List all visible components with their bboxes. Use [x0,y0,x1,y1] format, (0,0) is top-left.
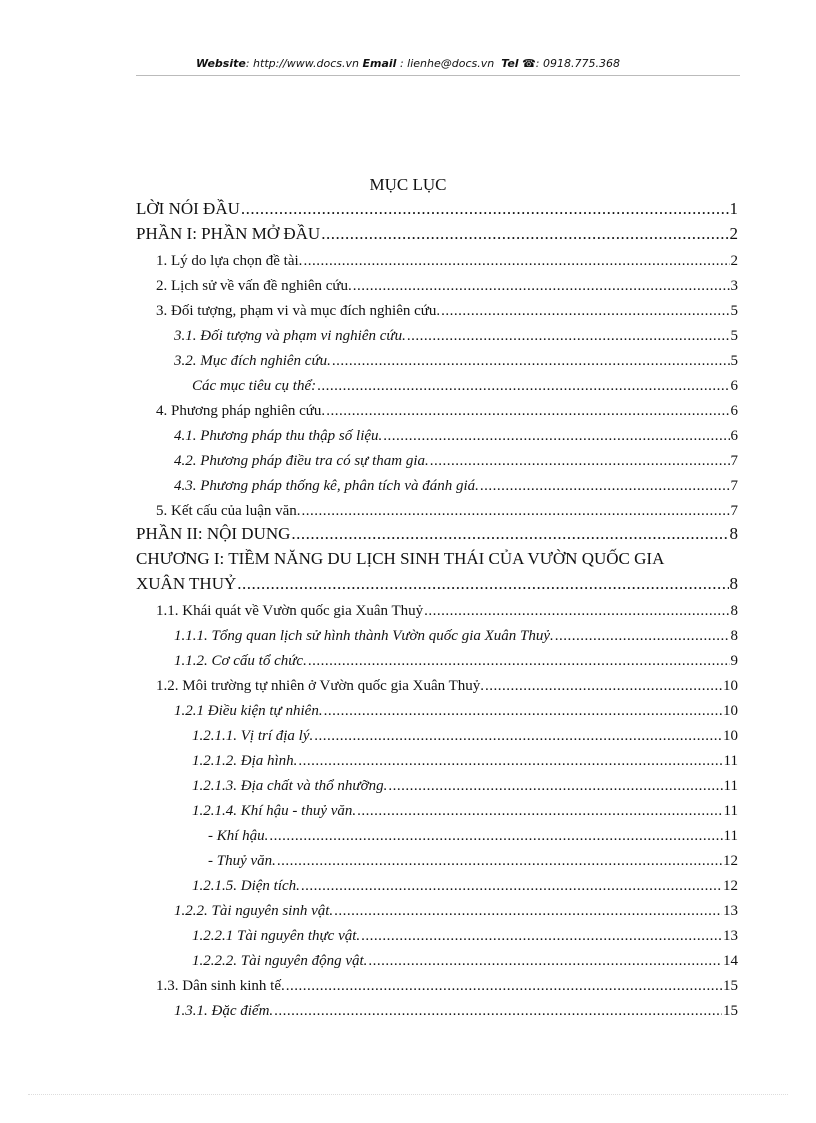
toc-entry-page: 10 [723,677,738,694]
email-value: : lienhe@docs.vn [396,57,495,70]
toc-entry-text: 1.3.1. Đặc điểm. [174,1002,274,1019]
toc-entry-text: 4. Phương pháp nghiên cứu. [156,402,326,419]
toc-entry-page: 8 [730,602,738,619]
toc-entry [156,395,738,419]
toc-entry-page: 8 [729,574,738,594]
toc-entry-page: 7 [730,502,738,519]
toc-entry-page: 11 [723,752,738,769]
website-label: Website [196,57,246,70]
toc-entry-text: Các mục tiêu cụ thể: [192,377,317,394]
toc-entry-text: 1.2.2. Tài nguyên sinh vật. [174,902,334,919]
toc-entry-page: 13 [723,902,738,919]
header-divider [136,75,740,76]
toc-entry-text: 1.2.2.2. Tài nguyên động vật. [192,952,368,969]
toc-entry [156,245,738,269]
toc-entry-text: 1.1.1. Tổng quan lịch sử hình thành Vườn quốc gia Xuân Thuỷ. [174,627,554,644]
toc-entry-page: 3 [730,277,738,294]
toc-entry [174,320,738,344]
toc-entry-text: CHƯƠNG I: TIỀM NĂNG DU LỊCH SINH THÁI CỦA VƯỜN QUỐC GIA [136,549,665,569]
phone-icon: ☎ [522,57,536,70]
toc-entry [136,570,738,594]
toc-entry [192,795,738,819]
toc-entry [192,870,738,894]
toc-entry-page: 13 [723,927,738,944]
toc-entry-page: 11 [723,777,738,794]
toc-entry-text: LỜI NÓI ĐẦU [136,199,240,219]
toc-entry [174,445,738,469]
toc-entry [136,195,738,219]
toc-entry-page: 10 [723,727,738,744]
website-value: : http://www.docs.vn [245,57,360,70]
toc-entry [174,695,738,719]
toc-entry-page: 2 [729,224,738,244]
toc-entry [174,620,738,644]
toc-entry-text: 3. Đối tượng, phạm vi và mục đích nghiên cứu. [156,302,441,319]
toc-entry-page: 12 [723,877,738,894]
toc-entry-text: 1.2.1.3. Địa chất và thổ nhưỡng. [192,777,388,794]
toc-entry [174,895,738,919]
toc-entry-page: 9 [730,652,738,669]
toc-entry-page: 8 [729,524,738,544]
toc-entry-text: 1. Lý do lựa chọn đề tài. [156,252,303,269]
toc-entry-text: 4.3. Phương pháp thống kê, phân tích và đánh giá. [174,477,479,494]
toc-entry-page: 10 [723,702,738,719]
toc-entry [156,670,738,694]
toc-entry-page: 12 [723,852,738,869]
toc-entry-text: 4.1. Phương pháp thu thập số liệu. [174,427,383,444]
toc-entry [208,820,738,844]
toc-entry [208,845,738,869]
tel-label: Tel [501,57,519,70]
toc-entry [192,370,738,394]
toc-entry-page: 5 [730,302,738,319]
toc-entry [192,770,738,794]
toc-entry-text: 1.2. Môi trường tự nhiên ở Vườn quốc gia Xuân Thuỷ. [156,677,485,694]
toc-entry [192,945,738,969]
toc-entry-page: 11 [723,827,738,844]
toc-entry [136,545,738,569]
toc-entry-page: 15 [723,1002,738,1019]
toc-entry [156,970,738,994]
toc-entry [174,420,738,444]
toc-entry-page: 5 [730,327,738,344]
toc-entry-text: 4.2. Phương pháp điều tra có sự tham gia. [174,452,429,469]
toc-entry-page: 5 [730,352,738,369]
toc-entry-text: 1.2.1.5. Diện tích. [192,877,300,894]
toc-entry-page: 6 [730,427,738,444]
toc-entry-text: - Khí hậu. [208,827,269,844]
toc-entry-page: 6 [730,402,738,419]
toc-entry-page: 7 [730,452,738,469]
toc-entry-text: 5. Kết cấu của luận văn. [156,502,301,519]
toc-entry [174,645,738,669]
toc-entry [136,220,738,244]
email-label: Email [362,57,397,70]
toc-entry-text: 1.1.2. Cơ cấu tổ chức. [174,652,307,669]
tel-value: : 0918.775.368 [535,57,620,70]
toc-entry-text: 2. Lịch sử về vấn đề nghiên cứu. [156,277,352,294]
toc-entry [192,920,738,944]
page-header [0,57,816,70]
footer-divider [28,1094,788,1095]
toc-entry [174,995,738,1019]
toc-entry-text: 1.2.1.2. Địa hình. [192,752,298,769]
toc-entry-text: 1.3. Dân sinh kinh tế. [156,977,285,994]
toc-entry-text: 1.2.2.1 Tài nguyên thực vật. [192,927,361,944]
toc-entry-text: 1.1. Khái quát về Vườn quốc gia Xuân Thuỷ [156,602,424,619]
toc-entry-page: 7 [730,477,738,494]
toc-entry [156,270,738,294]
toc-entry-text: XUÂN THUỶ [136,574,237,594]
toc-entry-text: 1.2.1 Điều kiện tự nhiên. [174,702,323,719]
toc-entry [192,720,738,744]
toc-title: MỤC LỤC [369,175,447,194]
toc-entry-text: PHẦN I: PHẦN MỞ ĐẦU [136,224,321,244]
toc-entry [156,495,738,519]
toc-entry-text: PHẦN II: NỘI DUNG [136,524,291,544]
toc-entry-page: 8 [730,627,738,644]
toc-entry [136,520,738,544]
toc-entry-text: - Thuỷ văn. [208,852,276,869]
toc-entry-page: 2 [730,252,738,269]
toc-entry-text: 1.2.1.4. Khí hậu - thuỷ văn. [192,802,357,819]
toc-entry-page: 1 [729,199,738,219]
toc-entry-text: 3.2. Mục đích nghiên cứu. [174,352,331,369]
toc-entry [156,295,738,319]
toc-entry [174,470,738,494]
toc-entry [174,345,738,369]
toc-entry-page: 6 [730,377,738,394]
toc-entry [192,745,738,769]
toc-entry-page: 14 [723,952,738,969]
toc-entry [156,595,738,619]
toc-entry-text: 1.2.1.1. Vị trí địa lý. [192,727,314,744]
toc-entry-page: 11 [723,802,738,819]
toc-entry-page: 15 [723,977,738,994]
toc-entry-text: 3.1. Đối tượng và phạm vi nghiên cứu. [174,327,406,344]
